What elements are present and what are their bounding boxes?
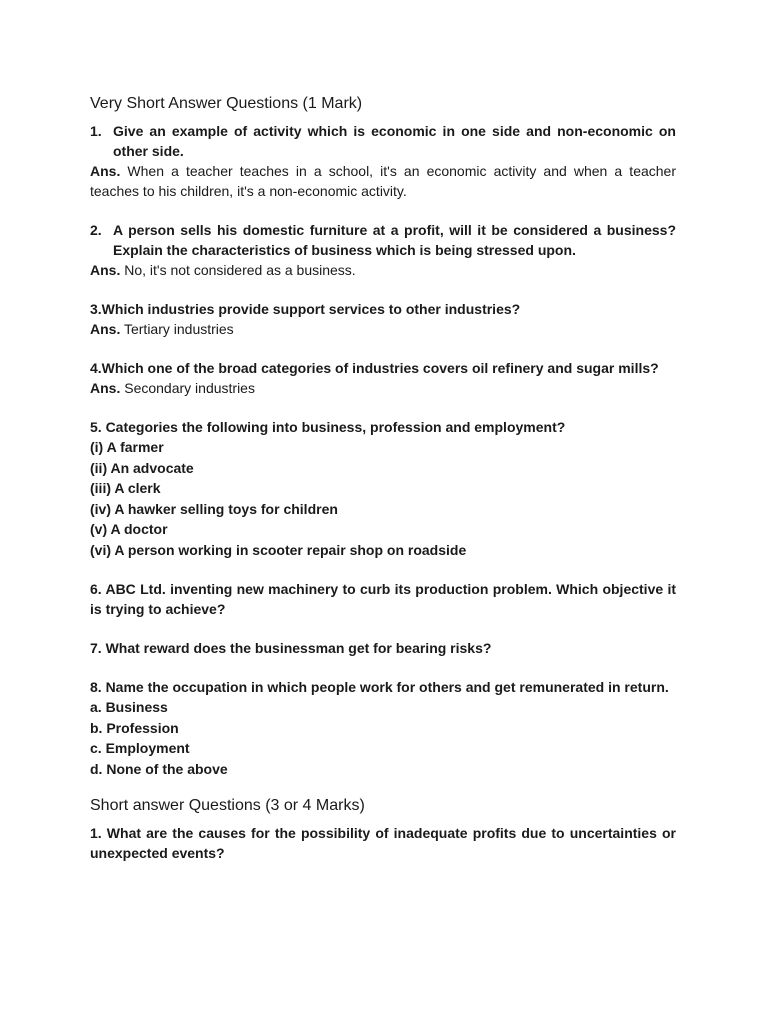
- option-item: c. Employment: [90, 740, 190, 756]
- option-item: a. Business: [90, 699, 168, 715]
- option-item: (iii) A clerk: [90, 480, 161, 496]
- document-page: [90, 93, 676, 863]
- option-item: (i) A farmer: [90, 439, 164, 455]
- answer-1: Ans. When a teacher teaches in a school, it's an economic activity and when a teacher teaches to his children, it's a non-economic activity.: [90, 163, 676, 199]
- option-item: (ii) An advocate: [90, 459, 194, 476]
- question-5: 5. Categories the following into business, profession and employment?: [90, 419, 566, 435]
- answer-3: Ans. Tertiary industries: [90, 321, 234, 337]
- short-question-1: 1. What are the causes for the possibility of inadequate profits due to uncertainties or unexpected events?: [90, 825, 676, 861]
- answer-2: Ans. No, it's not considered as a business.: [90, 262, 356, 278]
- answer-4: Ans. Secondary industries: [90, 380, 255, 396]
- question-8: 8. Name the occupation in which people work for others and get remunerated in return.: [90, 679, 669, 695]
- question-3: 3.Which industries provide support services to other industries?: [90, 301, 521, 317]
- question-7: 7. What reward does the businessman get for bearing risks?: [90, 640, 492, 656]
- question-6: 6. ABC Ltd. inventing new machinery to curb its production problem. Which objective it is trying to achieve?: [90, 581, 676, 617]
- question-1: 1. Give an example of activity which is economic in one side and non-economic on other side.: [90, 123, 676, 159]
- option-item: (iv) A hawker selling toys for children: [90, 500, 338, 517]
- question-2: 2. A person sells his domestic furniture at a profit, will it be considered a business? Explain the characteristics of business which is being stressed upon.: [90, 222, 676, 258]
- option-item: (vi) A person working in scooter repair shop on roadside: [90, 541, 467, 558]
- option-item: b. Profession: [90, 719, 179, 736]
- section-heading-short-answer: Short answer Questions (3 or 4 Marks): [90, 797, 365, 814]
- option-item: (v) A doctor: [90, 521, 168, 537]
- option-item: d. None of the above: [90, 760, 228, 777]
- section-heading-very-short: Very Short Answer Questions (1 Mark): [90, 95, 363, 112]
- question-4: 4.Which one of the broad categories of industries covers oil refinery and sugar mills?: [90, 360, 659, 376]
